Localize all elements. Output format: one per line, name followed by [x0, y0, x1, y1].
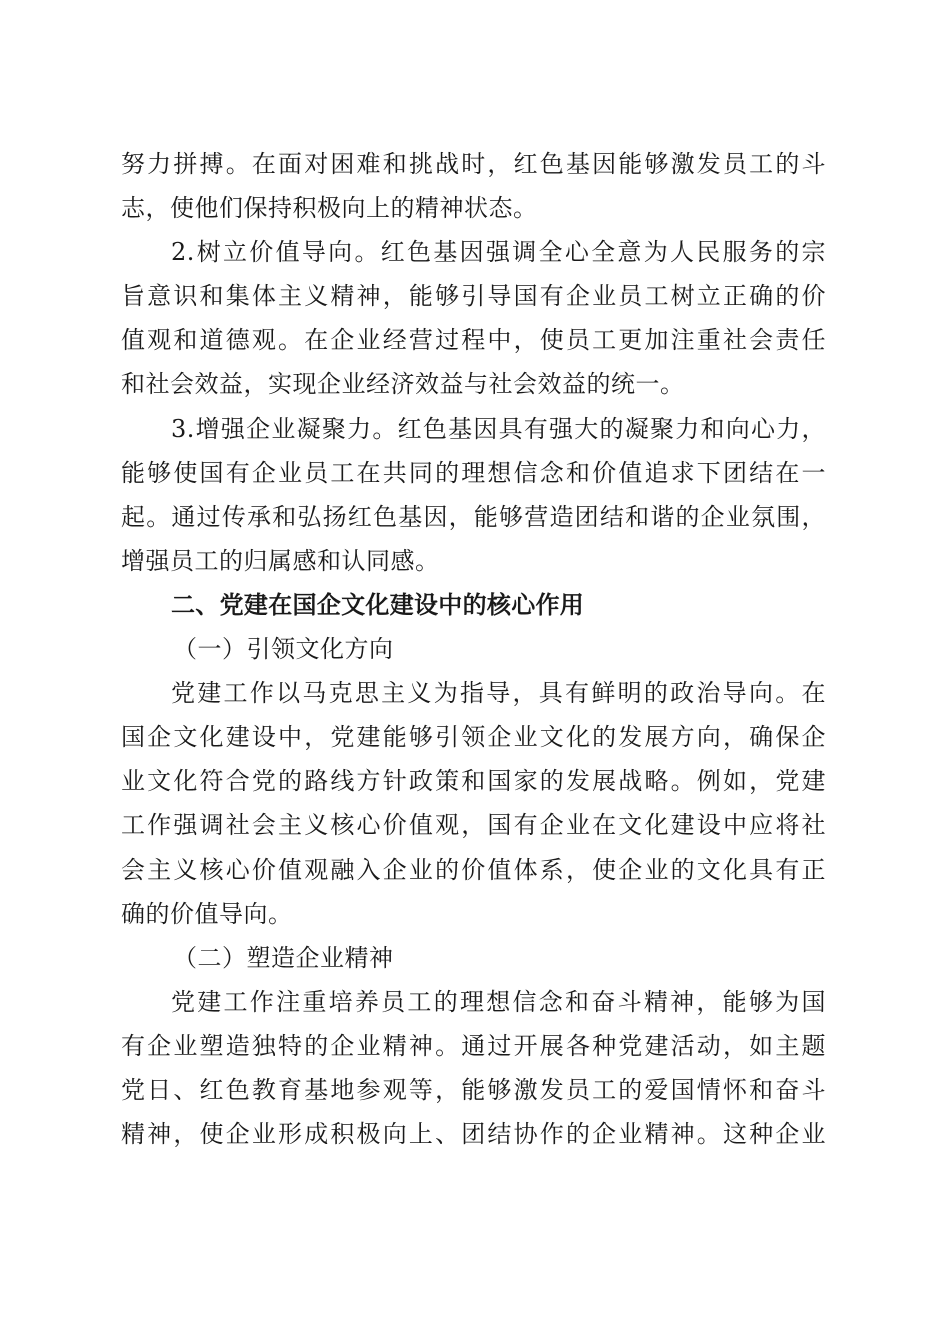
text-line: 起。通过传承和弘扬红色基因，能够营造团结和谐的企业氛围，	[121, 502, 826, 531]
text-line: 确的价值导向。	[121, 899, 293, 928]
text-line: 国企文化建设中，党建能够引领企业文化的发展方向，确保企	[121, 723, 826, 752]
subsection-heading: （二）塑造企业精神	[173, 943, 394, 972]
text-line: 值观和道德观。在企业经营过程中，使员工更加注重社会责任	[121, 326, 826, 355]
section-heading: 二、党建在国企文化建设中的核心作用	[171, 590, 585, 619]
subsection-heading: （一）引领文化方向	[173, 635, 394, 664]
text-line: 会主义核心价值观融入企业的价值体系，使企业的文化具有正	[121, 855, 826, 884]
text-line: 努力拼搏。在面对困难和挑战时，红色基因能够激发员工的斗	[121, 150, 826, 178]
paragraph-start: 党建工作以马克思主义为指导，具有鲜明的政治导向。在	[171, 679, 826, 708]
text-line: 旨意识和集体主义精神，能够引导国有企业员工树立正确的价	[121, 282, 826, 311]
text-line: 业文化符合党的路线方针政策和国家的发展战略。例如，党建	[121, 767, 826, 796]
list-item-3-start: 3.增强企业凝聚力。红色基因具有强大的凝聚力和向心力，	[171, 414, 826, 443]
text-line: 增强员工的归属感和认同感。	[121, 546, 440, 575]
text-line: 和社会效益，实现企业经济效益与社会效益的统一。	[121, 370, 685, 399]
text-line: 工作强调社会主义核心价值观，国有企业在文化建设中应将社	[121, 811, 826, 840]
text-line: 有企业塑造独特的企业精神。通过开展各种党建活动，如主题	[121, 1031, 826, 1060]
text-line: 志，使他们保持积极向上的精神状态。	[121, 194, 538, 223]
paragraph-start: 党建工作注重培养员工的理想信念和奋斗精神，能够为国	[171, 987, 826, 1016]
text-line: 能够使国有企业员工在共同的理想信念和价值追求下团结在一	[121, 458, 826, 487]
text-line: 精神，使企业形成积极向上、团结协作的企业精神。这种企业	[121, 1120, 826, 1149]
list-item-2-start: 2.树立价值导向。红色基因强调全心全意为人民服务的宗	[171, 238, 826, 267]
text-line: 党日、红色教育基地参观等，能够激发员工的爱国情怀和奋斗	[121, 1075, 826, 1104]
body-text	[121, 142, 826, 1156]
